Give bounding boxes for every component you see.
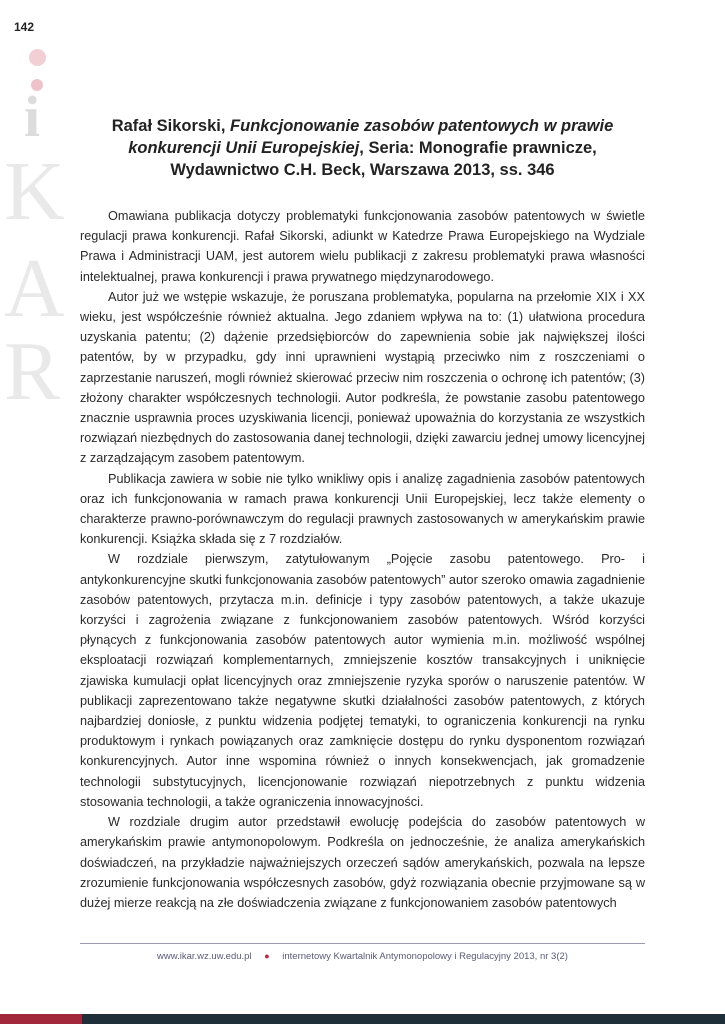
bottom-bar-accent (0, 1014, 82, 1024)
footer-website[interactable]: www.ikar.wz.uw.edu.pl (157, 951, 252, 962)
title-rest: , Seria: Monografie prawnicze, Wydawnictwo C.H. Beck, Warszawa 2013, ss. 346 (170, 139, 597, 179)
article-body (80, 206, 645, 913)
page-number: 142 (14, 20, 35, 34)
decorative-dot (29, 49, 46, 66)
paragraph: W rozdziale pierwszym, zatytułowanym „Pojęcie zasobu patentowego. Pro- i antykonkurencyjne skutki funkcjonowania zasobów patentowych” autor szeroko omawia zagadnienie zasobów patentowych, przytacza m.in. definicje i typy zasobów patentowych, a także ukazuje korzyści i zagrożenia związane z funkcjonowaniem zasobów patentowych. Wśród korzyści płynących z funkcjonowania zasobów patentowych autor wymienia m.in. możliwość wspólnej eksploatacji rozwiązań komplementarnych, zmniejszenie kosztów transakcyjnych i uniknięcie zjawiska kumulacji opłat licencyjnych oraz zmniejszenie ryzyka sporów o naruszenie patentów. W publikacji zaprezentowano także negatywne skutki działalności zasobów patentowych, z których najbardziej doniosłe, z punktu widzenia podjętej tematyki, to ograniczenia konkurencji na rynku produktowym i rynkach powiązanych oraz zamknięcie dostępu do rynku dysponentom rozwiązań konkurencyjnych. Autor inne wspomina również o innych konsekwencjach, jak gromadzenie technologii substytucyjnych, licencjonowanie rozwiązań niepotrzebnych z punktu widzenia stosowania technologii, a także ograniczenia innowacyjności. (80, 552, 645, 809)
review-title (80, 115, 645, 181)
bottom-bar (82, 1014, 725, 1024)
paragraph: Publikacja zawiera w sobie nie tylko wnikliwy opis i analizę zagadnienia zasobów patentowych oraz ich funkcjonowania w ramach prawa konkurencji Unii Europejskiej, lecz także elementy o charakterze prawno-porównawczym do regulacji prawnych zastosowanych w amerykańskim prawie konkurencji. Książka składa się z 7 rozdziałów. (80, 471, 645, 547)
title-author: Rafał Sikorski, (111, 117, 226, 135)
paragraph: Autor już we wstępie wskazuje, że poruszana problematyka, popularna na przełomie XIX i XX wieku, jest współcześnie również aktualna. Jego zdaniem wpływa na to: (1) ułatwiona procedura uzyskania patentu; (2) dążenie przedsiębiorców do zapewnienia sobie jak największej ilości patentów, by w przypadku, gdy inni uprawnieni wystąpią przeciwko nim z roszczeniami o zaprzestanie naruszeń, mogli również skierować przeciw nim roszczenia o ochronę ich patentów; (3) złożony charakter współczesnych technologii. Autor podkreśla, że powstanie zasobu patentowego znacznie usprawnia proces uzyskiwania licencji, ponieważ upoważnia do korzystania ze wszystkich rozwiązań niezbędnych do zastosowania danej technologii, dzięki zawarciu jednej umowy licencyjnej z zarządzającym zasobem patentowym. (80, 289, 645, 466)
side-letter-a: A (4, 242, 65, 335)
side-letter-k: K (4, 145, 65, 238)
bullet-icon: ● (264, 951, 270, 961)
footer-divider (80, 943, 645, 944)
side-letter-i: i (24, 84, 41, 149)
side-letter-r: R (4, 325, 61, 418)
paragraph: Omawiana publikacja dotyczy problematyki funkcjonowania zasobów patentowych w świetle regulacji prawa konkurencji. Rafał Sikorski, adiunkt w Katedrze Prawa Europejskiego na Wydziale Prawa i Administracji UAM, jest autorem wielu publikacji z zakresu problematyki prawa własności intelektualnej, prawa konkurencji i prawa prywatnego międzynarodowego. (80, 209, 645, 284)
paragraph: W rozdziale drugim autor przedstawił ewolucję podejścia do zasobów patentowych w amerykańskim prawie antymonopolowym. Podkreśla on jednocześnie, że analiza amerykańskich doświadczeń, na przykładzie najważniejszych orzeczeń sądów amerykańskich, pozwala na lepsze zrozumienie funkcjonowania współczesnych zasobów, gdyż rozwiązania obecnie przyjmowane są w dużej mierze reakcją na złe doświadczenia związane z funkcjonowaniem zasobów patentowych (80, 815, 645, 910)
page-footer (80, 951, 645, 962)
footer-journal: internetowy Kwartalnik Antymonopolowy i Regulacyjny 2013, nr 3(2) (282, 951, 568, 962)
title-book: Funkcjonowanie zasobów patentowych w prawie konkurencji Unii Europejskiej (128, 117, 614, 157)
